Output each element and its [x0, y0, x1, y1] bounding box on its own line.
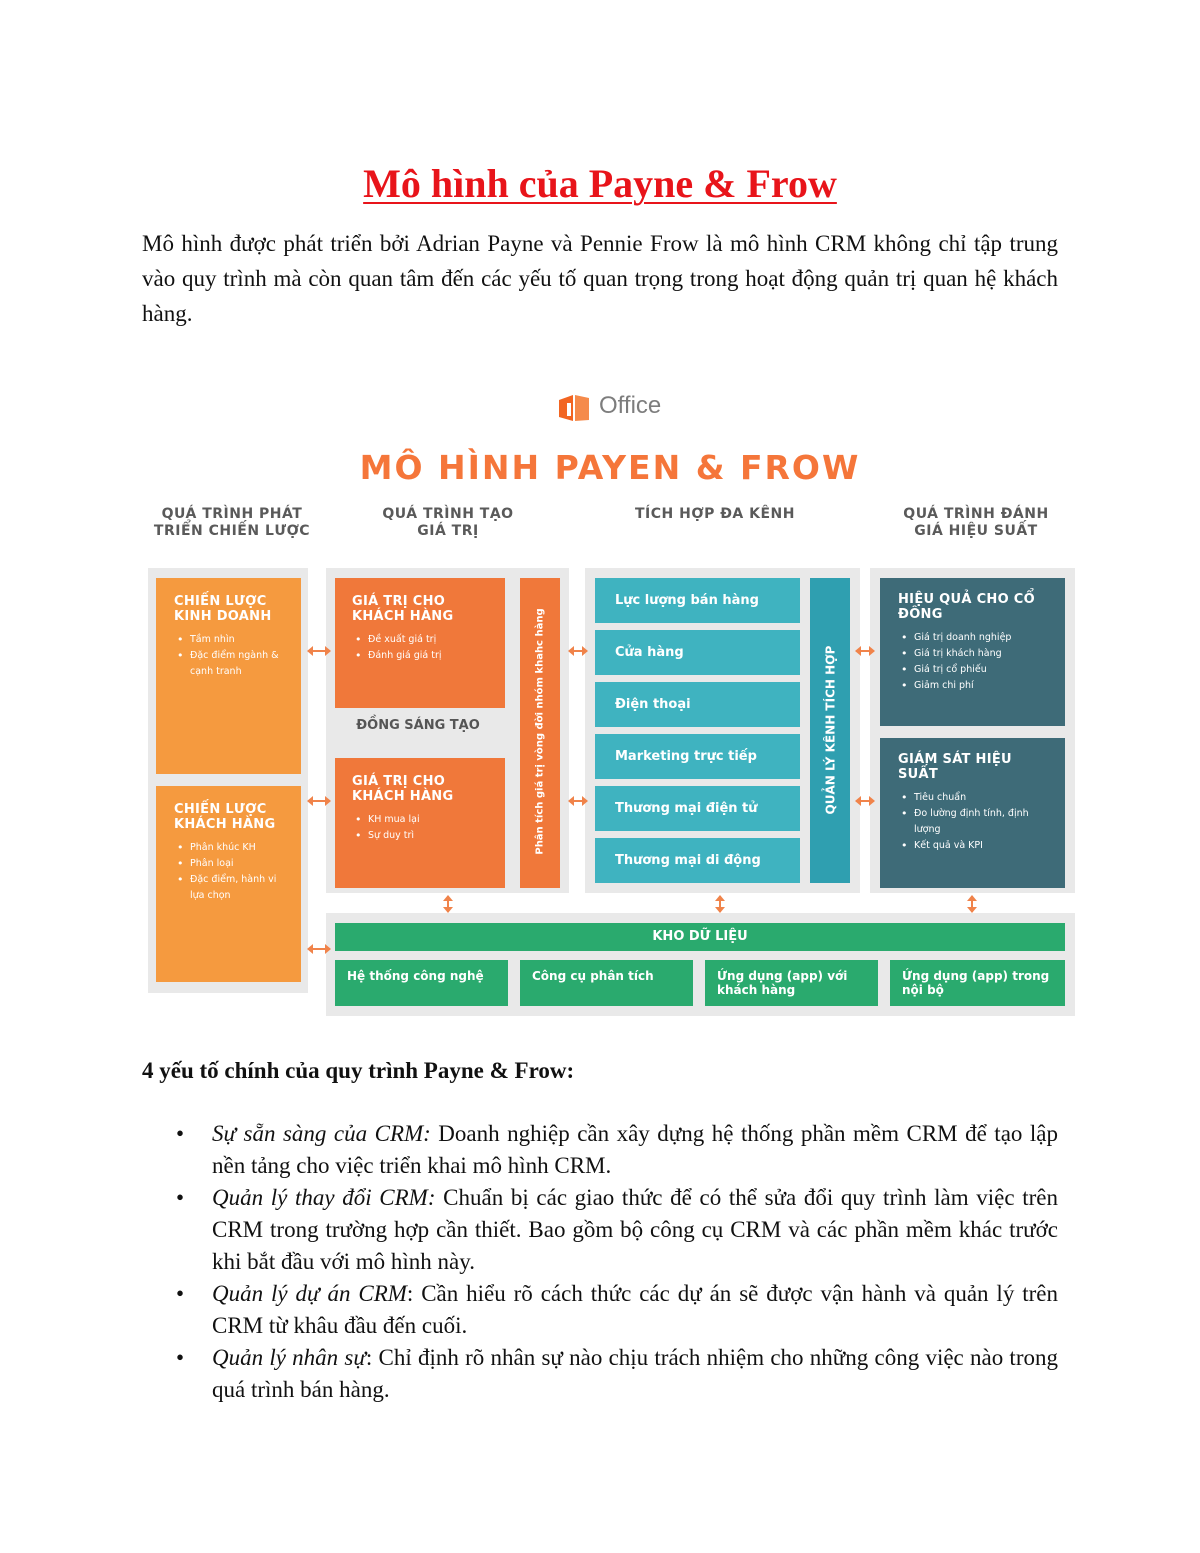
- list-item: [142, 1182, 1058, 1278]
- factor-term: Sự sẵn sàng của CRM:: [212, 1121, 431, 1146]
- column-header-performance: QUÁ TRÌNH ĐÁNH GIÁ HIỆU SUẤT: [903, 506, 1049, 539]
- customer-strategy-title: CHIẾN LƯỢC KHÁCH HÀNG: [174, 802, 276, 832]
- channel-item: Thương mại điện tử: [595, 786, 800, 831]
- data-warehouse-title: KHO DỮ LIỆU: [335, 923, 1065, 951]
- arrow-connector: [856, 650, 874, 652]
- data-item: Công cụ phân tích: [520, 960, 693, 1006]
- bullet-icon: •: [176, 1185, 185, 1210]
- office-logo: [555, 390, 695, 424]
- list-item: • Đo lường định tính, định lượng: [898, 806, 1047, 838]
- arrow-connector: [719, 896, 721, 912]
- list-item: • Đặc điểm ngành & cạnh tranh: [174, 648, 283, 680]
- lifetime-value-label: Phân tích giá trị vòng đời nhóm khahc hàng: [534, 608, 546, 855]
- payne-frow-infographic: [130, 378, 1090, 1028]
- factor-text: : Cần hiểu rõ cách thức các dự án sẽ được vận hành và quản lý trên CRM từ khâu đầu đến cuối.: [212, 1281, 1058, 1338]
- data-item: Ứng dụng (app) trong nội bộ: [890, 960, 1065, 1006]
- list-item: [142, 1278, 1058, 1342]
- column-header-value: QUÁ TRÌNH TẠO GIÁ TRỊ: [382, 506, 514, 539]
- list-item: [142, 1118, 1058, 1182]
- integrated-channel-bar: [810, 578, 850, 883]
- performance-monitoring-box: [880, 738, 1065, 888]
- list-item: • Đánh giá giá trị: [352, 648, 488, 664]
- list-item: • Đặc điểm, hành vi lựa chọn: [174, 872, 283, 904]
- arrow-connector: [569, 800, 587, 802]
- figure-title: MÔ HÌNH PAYEN & FROW: [359, 448, 861, 487]
- arrow-connector: [856, 800, 874, 802]
- channel-item: Marketing trực tiếp: [595, 734, 800, 779]
- lifetime-value-bar: [520, 578, 560, 888]
- customer-value-box-2: [335, 758, 505, 888]
- list-item: • Sự duy trì: [352, 828, 488, 844]
- factor-term: Quản lý thay đổi CRM:: [212, 1185, 436, 1210]
- list-item: • Đề xuất giá trị: [352, 632, 488, 648]
- list-item: [142, 1342, 1058, 1406]
- channel-item: Cửa hàng: [595, 630, 800, 675]
- bullet-icon: •: [176, 1281, 185, 1306]
- factors-heading: 4 yếu tố chính của quy trình Payne & Frow:: [142, 1058, 575, 1083]
- customer-value-title: GIÁ TRỊ CHO KHÁCH HÀNG: [352, 594, 454, 624]
- integrated-channel-label: QUẢN LÝ KÊNH TÍCH HỢP: [823, 645, 838, 815]
- list-item: • Kết quả và KPI: [898, 838, 1047, 854]
- list-item: • Phân khúc KH: [174, 840, 283, 856]
- list-item: • Giá trị doanh nghiệp: [898, 630, 1047, 646]
- arrow-connector: [447, 896, 449, 912]
- data-item: Hệ thống công nghệ: [335, 960, 508, 1006]
- column-header-strategy: QUÁ TRÌNH PHÁT TRIỂN CHIẾN LƯỢC: [153, 506, 311, 539]
- list-item: • Tầm nhìn: [174, 632, 283, 648]
- arrow-connector: [971, 896, 973, 912]
- list-item: • Giá trị khách hàng: [898, 646, 1047, 662]
- business-strategy-box: [156, 578, 301, 774]
- column-header-channels: TÍCH HỢP ĐA KÊNH: [635, 506, 795, 522]
- performance-monitoring-title: GIÁM SÁT HIỆU SUẤT: [898, 752, 1012, 782]
- list-item: • Tiêu chuẩn: [898, 790, 1047, 806]
- customer-value-title: GIÁ TRỊ CHO KHÁCH HÀNG: [352, 774, 454, 804]
- factor-term: Quản lý dự án CRM: [212, 1281, 407, 1306]
- logo-text: Office: [599, 392, 662, 419]
- bullet-icon: •: [176, 1121, 185, 1146]
- customer-strategy-box: [156, 786, 301, 982]
- channel-item: Điện thoại: [595, 682, 800, 727]
- shareholder-value-box: [880, 578, 1065, 726]
- channel-item: Lực lượng bán hàng: [595, 578, 800, 623]
- factors-list: [142, 1118, 1058, 1406]
- list-item: • Giảm chi phí: [898, 678, 1047, 694]
- data-item: Ứng dụng (app) với khách hàng: [705, 960, 878, 1006]
- arrow-connector: [308, 650, 330, 652]
- list-item: • Phân loại: [174, 856, 283, 872]
- intro-paragraph: Mô hình được phát triển bởi Adrian Payne và Pennie Frow là mô hình CRM không chỉ tập trung vào quy trình mà còn quan tâm đến các yếu tố quan trọng trong hoạt động quản trị quan hệ khách hàng.: [142, 231, 1058, 326]
- shareholder-value-title: HIỆU QUẢ CHO CỔ ĐÔNG: [898, 592, 1035, 622]
- arrow-connector: [569, 650, 587, 652]
- factor-term: Quản lý nhân sự: [212, 1345, 366, 1370]
- business-strategy-title: CHIẾN LƯỢC KINH DOANH: [174, 594, 272, 624]
- arrow-connector: [308, 800, 330, 802]
- factor-text: : Chỉ định rõ nhân sự nào chịu trách nhiệm cho những công việc nào trong quá trình bán hàng.: [212, 1345, 1058, 1402]
- co-creation-label: ĐỒNG SÁNG TẠO: [356, 718, 480, 733]
- list-item: • KH mua lại: [352, 812, 488, 828]
- page-title: Mô hình của Payne & Frow: [363, 161, 837, 206]
- arrow-connector: [308, 948, 330, 950]
- list-item: • Giá trị cổ phiếu: [898, 662, 1047, 678]
- customer-value-box-1: [335, 578, 505, 708]
- factor-text: Doanh nghiệp cần xây dựng hệ thống phần mềm CRM để tạo lập nền tảng cho việc triển khai mô hình CRM.: [212, 1121, 1058, 1178]
- bullet-icon: •: [176, 1345, 185, 1370]
- office-logo-icon: [555, 392, 595, 424]
- channel-item: Thương mại di động: [595, 838, 800, 883]
- factor-text: Chuẩn bị các giao thức để có thể sửa đổi quy trình làm việc trên CRM trong trường hợp cần thiết. Bao gồm bộ công cụ CRM và các phần mềm khác trước khi bắt đầu với mô hình này.: [212, 1185, 1059, 1274]
